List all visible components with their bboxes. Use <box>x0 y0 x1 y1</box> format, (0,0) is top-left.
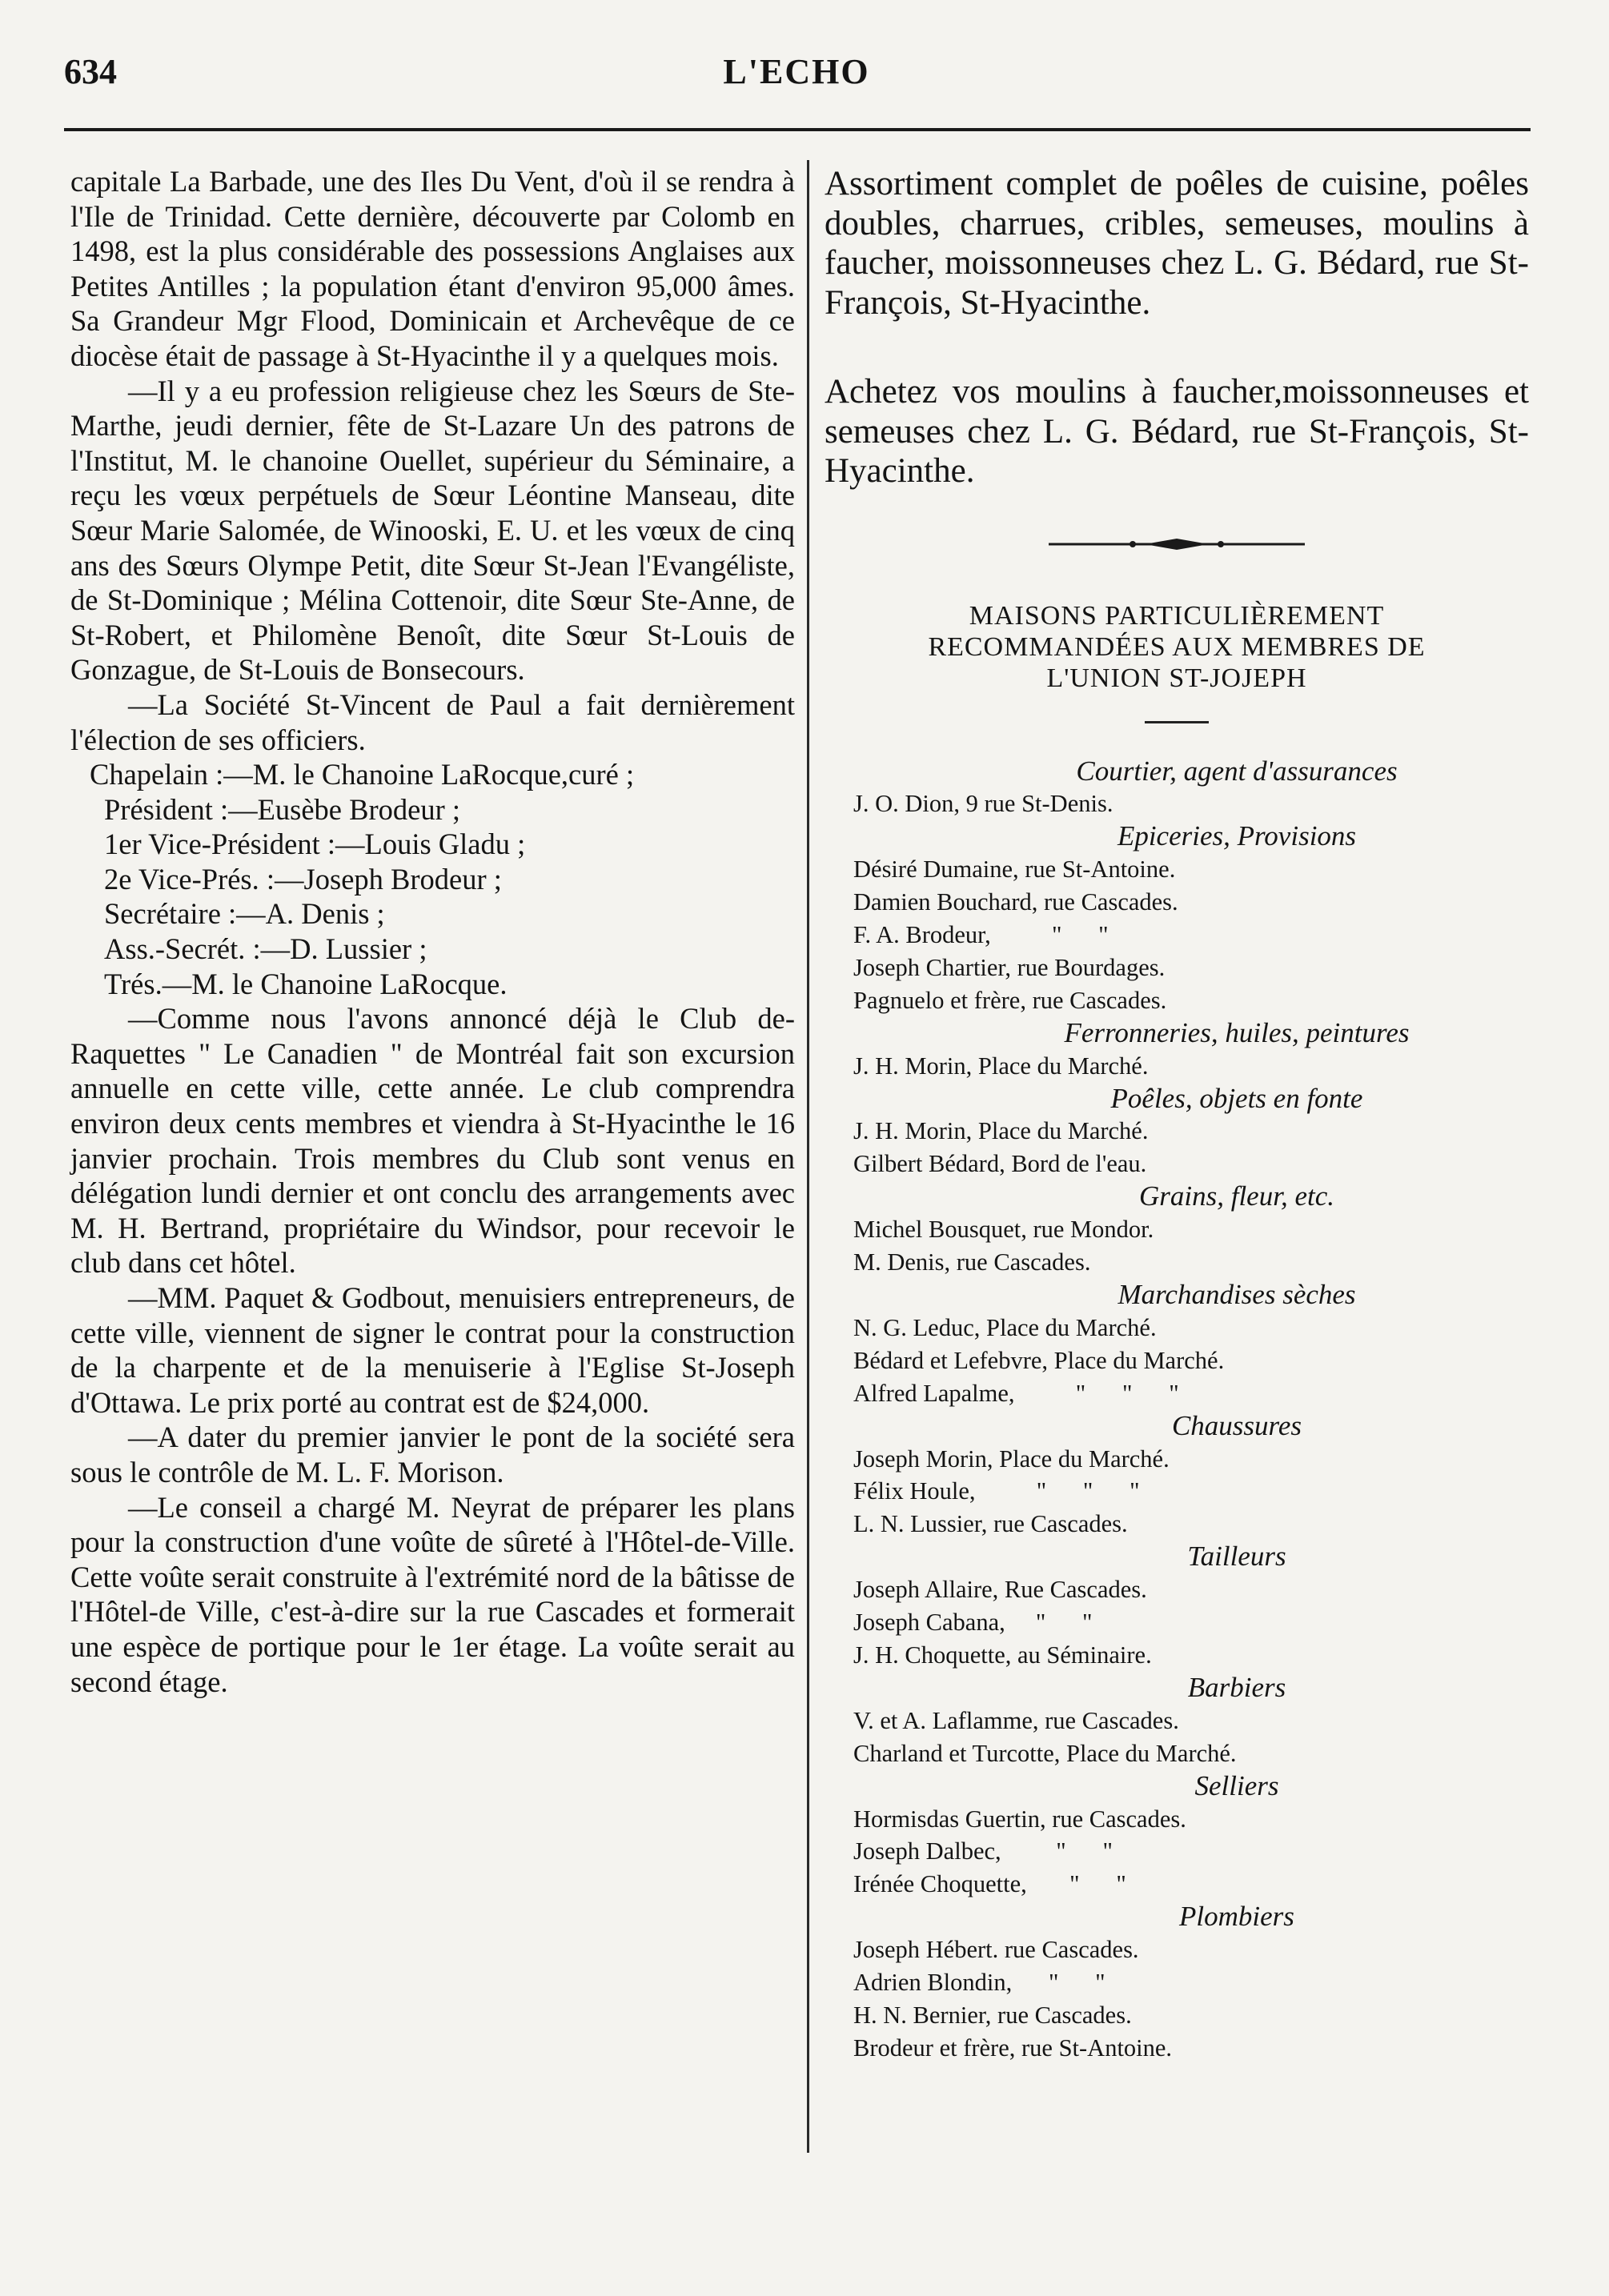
directory-entry: Joseph Allaire, Rue Cascades. <box>853 1576 1147 1604</box>
advertisement: Achetez vos moulins à faucher,moissonneuses et semeuses chez L. G. Bédard, rue St-François, St-Hyacinthe. <box>825 373 1529 490</box>
directory-entry: Joseph Cabana, " " <box>853 1609 1093 1637</box>
page-header <box>64 51 1529 99</box>
paragraph: capitale La Barbade, une des Iles Du Vent, d'où il se rendra à l'Ile de Trinidad. Cette dernière, découverte par Colomb en 1498, est la plus considérable des possessions Anglaises aux Petites Antilles ; la population étant d'environ 95,000 âmes. Sa Grandeur Mgr Flood, Dominicain et Archevêque de ce diocèse était de passage à St-Hyacinthe il y a quelques mois. <box>70 165 795 372</box>
directory-entry: Bédard et Lefebvre, Place du Marché. <box>853 1346 1225 1374</box>
officer-line: 1er Vice-Président :—Louis Gladu ; <box>104 827 526 861</box>
heading-line: MAISONS PARTICULIÈREMENT <box>969 600 1385 631</box>
left-column <box>70 164 795 1699</box>
column-divider <box>807 160 809 2153</box>
directory-entry: Michel Bousquet, rue Mondor. <box>853 1216 1154 1244</box>
business-directory <box>825 755 1529 2065</box>
officer-line: Chapelain :—M. le Chanoine LaRocque,curé ; <box>90 758 635 791</box>
directory-category: Selliers <box>1194 1769 1279 1801</box>
directory-entry: Adrien Blondin, " " <box>853 1969 1105 1997</box>
directory-entry: Damien Bouchard, rue Cascades. <box>853 888 1178 916</box>
paragraph: —Comme nous l'avons annoncé déjà le Club de-Raquettes " Le Canadien " de Montréal fait son excursion annuelle en cette ville, cette année. Le club comprendra environ deux cents membres et viendra à St-Hyacinthe le 16 janvier prochain. Trois membres du Club sont venus en délégation lundi dernier et ont conclu des arrangements avec M. H. Bertrand, propriétaire du Windsor, pour recevoir le club dans cet hôtel. <box>70 1002 795 1280</box>
paragraph: —MM. Paquet & Godbout, menuisiers entrepreneurs, de cette ville, viennent de signer le contrat pour la construction de la charpente et de la menuiserie à l'Eglise St-Joseph d'Ottawa. Le prix porté au contrat est de $24,000. <box>70 1281 795 1419</box>
directory-entry: Félix Houle, " " " <box>853 1477 1140 1505</box>
directory-category: Tailleurs <box>1187 1541 1286 1573</box>
officer-line: Ass.-Secrét. :—D. Lussier ; <box>104 932 427 966</box>
directory-category: Grains, fleur, etc. <box>1138 1180 1334 1212</box>
directory-entry: Joseph Chartier, rue Bourdages. <box>853 953 1166 981</box>
directory-category: Ferronneries, huiles, peintures <box>1064 1016 1410 1048</box>
officer-line: Trés.—M. le Chanoine LaRocque. <box>104 967 508 1000</box>
right-column <box>825 164 1529 2065</box>
directory-category: Chaussures <box>1171 1409 1302 1441</box>
directory-entry: Joseph Morin, Place du Marché. <box>853 1445 1170 1473</box>
short-rule <box>1145 721 1209 723</box>
directory-entry: J. H. Choquette, au Séminaire. <box>853 1641 1152 1669</box>
directory-entry: Alfred Lapalme, " " " <box>853 1379 1179 1407</box>
ornamental-rule-icon <box>1049 536 1305 552</box>
directory-entry: N. G. Leduc, Place du Marché. <box>853 1313 1157 1341</box>
paragraph: —A dater du premier janvier le pont de la société sera sous le contrôle de M. L. F. Morison. <box>70 1420 795 1489</box>
directory-entry: V. et A. Laflamme, rue Cascades. <box>853 1706 1179 1734</box>
directory-category: Plombiers <box>1179 1901 1294 1933</box>
paragraph: —La Société St-Vincent de Paul a fait dernièrement l'élection de ses officiers. <box>70 687 795 756</box>
page-number: 634 <box>64 52 117 91</box>
directory-category: Poêles, objets en fonte <box>1110 1082 1363 1114</box>
advertisement: Assortiment complet de poêles de cuisine, poêles doubles, charrues, cribles, semeuses, moulins à faucher, moissonneuses chez L. G. Bédard, rue St-François, St-Hyacinthe. <box>825 165 1529 322</box>
directory-entry: Joseph Dalbec, " " <box>853 1837 1113 1865</box>
directory-category: Marchandises sèches <box>1117 1279 1356 1310</box>
directory-entry: Irénée Choquette, " " <box>853 1870 1126 1898</box>
section-heading <box>825 600 1529 694</box>
officer-line: Président :—Eusèbe Brodeur ; <box>104 792 461 826</box>
directory-entry: J. H. Morin, Place du Marché. <box>853 1117 1149 1145</box>
header-rule <box>64 128 1531 131</box>
directory-entry: J. O. Dion, 9 rue St-Denis. <box>853 790 1113 818</box>
paragraph: —Le conseil a chargé M. Neyrat de préparer les plans pour la construction d'une voûte de sûreté à l'Hôtel-de-Ville. Cette voûte serait construite à l'extrémité nord de la bâtisse de l'Hôtel-de Ville, c'est-à-dire sur la rue Cascades et formerait une espèce de portique pour le 1er étage. La voûte serait au second étage. <box>70 1490 795 1698</box>
heading-line: RECOMMANDÉES AUX MEMBRES DE <box>928 631 1426 662</box>
directory-entry: Charland et Turcotte, Place du Marché. <box>853 1739 1237 1767</box>
paragraph: —Il y a eu profession religieuse chez les Sœurs de Ste-Marthe, jeudi dernier, fête de St-Lazare Un des patrons de l'Institut, M. le chanoine Ouellet, supérieur du Séminaire, a reçu les vœux perpétuels de Sœur Léontine Manseau, dite Sœur Marie Salomée, de Winooski, E. U. et les vœux de cinq ans des Sœurs Olympe Petit, dite Sœur St-Jean l'Evangéliste, de St-Dominique ; Mélina Cottenoir, dite Sœur Ste-Anne, de St-Robert, et Philomène Benoît, dite Sœur St-Louis de Gonzague, de St-Louis de Bonsecours. <box>70 374 795 687</box>
directory-category: Courtier, agent d'assurances <box>1076 755 1398 787</box>
directory-entry: L. N. Lussier, rue Cascades. <box>853 1510 1128 1538</box>
directory-entry: Joseph Hébert. rue Cascades. <box>853 1936 1139 1964</box>
directory-entry: J. H. Morin, Place du Marché. <box>853 1052 1149 1080</box>
directory-entry: Hormisdas Guertin, rue Cascades. <box>853 1805 1186 1833</box>
heading-line: L'UNION ST-JOJEPH <box>1046 663 1307 693</box>
directory-entry: Gilbert Bédard, Bord de l'eau. <box>853 1150 1147 1178</box>
directory-entry: M. Denis, rue Cascades. <box>853 1248 1091 1276</box>
directory-category: Epiceries, Provisions <box>1117 820 1357 852</box>
directory-entry: H. N. Bernier, rue Cascades. <box>853 2001 1132 2029</box>
officer-line: 2e Vice-Prés. :—Joseph Brodeur ; <box>104 862 502 896</box>
officers-list <box>70 757 795 1001</box>
directory-entry: Brodeur et frère, rue St-Antoine. <box>853 2034 1173 2062</box>
directory-category: Barbiers <box>1187 1671 1286 1703</box>
running-title: L'ECHO <box>723 52 870 91</box>
directory-entry: Pagnuelo et frère, rue Cascades. <box>853 986 1167 1014</box>
officer-line: Secrétaire :—A. Denis ; <box>104 897 385 931</box>
directory-entry: Désiré Dumaine, rue St-Antoine. <box>853 855 1176 884</box>
directory-entry: F. A. Brodeur, " " <box>853 921 1109 949</box>
